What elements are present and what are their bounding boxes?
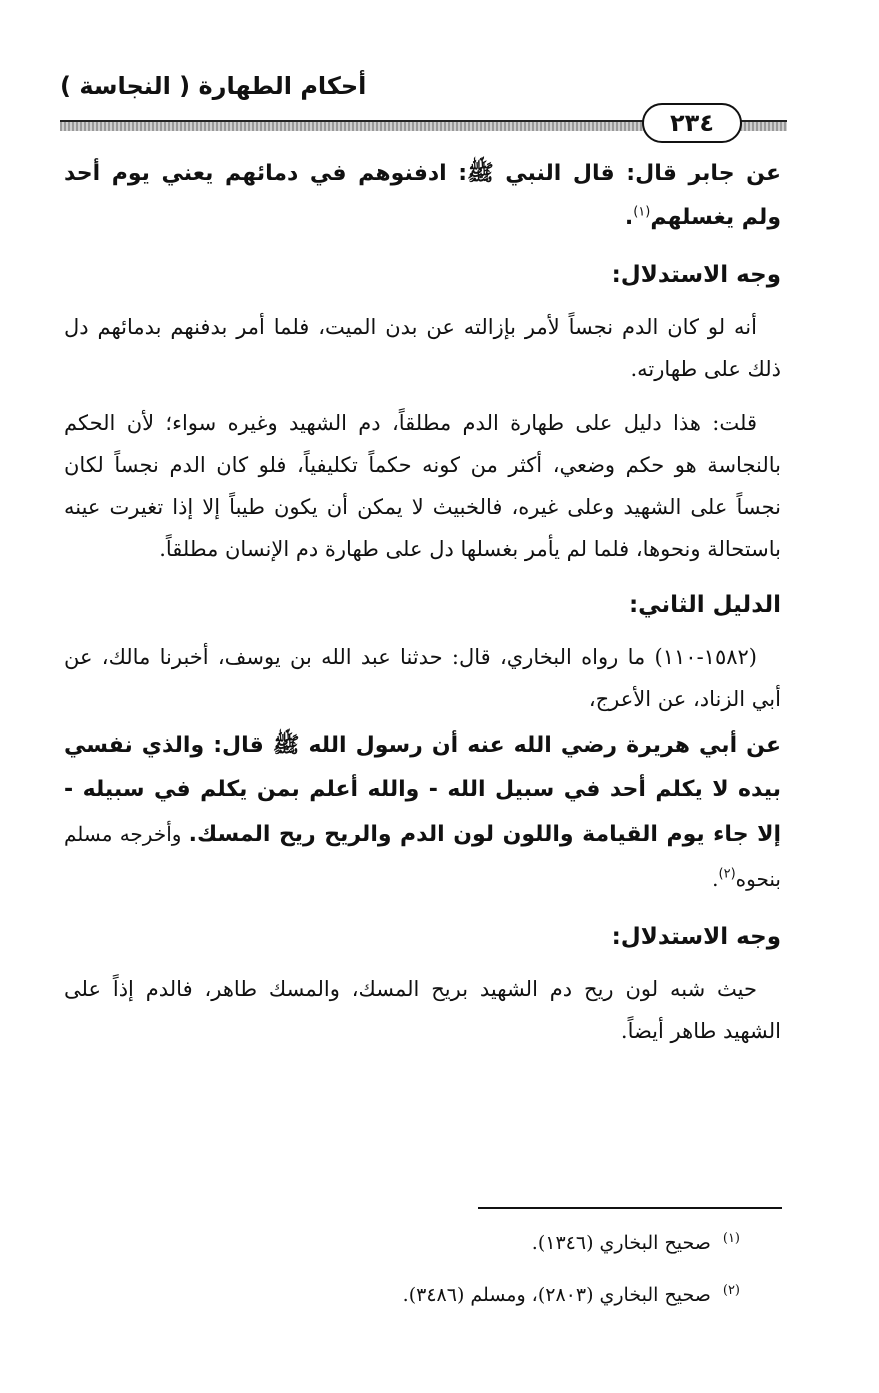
page-header — [60, 72, 787, 142]
footnote-1 — [64, 1228, 740, 1258]
footnote-text-2: صحيح البخاري (٢٨٠٣)، ومسلم (٣٤٨٦). — [402, 1284, 711, 1306]
footnote-marker-1: (١) — [722, 1230, 740, 1246]
commentary-paragraph: قلت: هذا دليل على طهارة الدم مطلقاً، دم الشهيد وغيره سواء؛ لأن الحكم بالنجاسة هو حكم وضعي، أكثر من كونه حكماً تكليفياً، فلو كان الدم نجساً لكان نجساً على الشهيد وعلى غيره، فالخبيث لا يمكن أن يكون طيباً إلا إذا تغيرت عينه باستحالة ونحوها، فلما لم يأمر بغسلها دل على طهارة دم الإنسان مطلقاً. — [64, 411, 781, 561]
footnote-text-1: صحيح البخاري (١٣٤٦). — [531, 1232, 711, 1254]
section-heading-inference-1: وجه الاستدلال: — [611, 262, 781, 288]
section-heading-second-evidence: الدليل الثاني: — [628, 592, 781, 618]
hadith-abu-hurayra-text: عن أبي هريرة رضي الله عنه أن رسول الله ﷺ قال: والذي نفسي بيده لا يكلم أحد في سبيل الله - والله أعلم بمن يكلم في سبيله - إلا جاء يوم القيامة واللون لون الدم والريح ريح المسك. — [64, 733, 781, 847]
main-text — [64, 152, 781, 1064]
hadith-abu-hurayra-takhrij: وأخرجه مسلم بنحوه — [64, 822, 781, 891]
footnote-separator — [478, 1207, 782, 1209]
hadith-jabir-text: عن جابر قال: قال النبي ﷺ: ادفنوهم في دمائهم يعني يوم أحد ولم يغسلهم — [64, 161, 781, 230]
hadith-abu-hurayra-end: . — [712, 867, 719, 891]
inference-paragraph-1: أنه لو كان الدم نجساً لأمر بإزالته عن بدن الميت، فلما أمر بدفنهم بدمائهم دل ذلك على طهارته. — [64, 315, 781, 381]
footnotes — [64, 1228, 740, 1332]
running-title: أحكام الطهارة ( النجاسة ) — [60, 72, 367, 100]
section-heading-inference-2: وجه الاستدلال: — [611, 924, 781, 950]
footnote-ref-2: (٢) — [718, 866, 736, 882]
footnote-marker-2: (٢) — [722, 1282, 740, 1298]
hadith-abu-hurayra — [64, 724, 781, 902]
hadith-jabir — [64, 152, 781, 240]
hadith-jabir-end: . — [624, 205, 634, 230]
inference-paragraph-2: حيث شبه لون ريح دم الشهيد بريح المسك، والمسك طاهر، فالدم إذاً على الشهيد طاهر أيضاً. — [64, 977, 781, 1043]
footnote-2 — [64, 1280, 740, 1310]
isnad-paragraph: (١٥٨٢-١١٠) ما رواه البخاري، قال: حدثنا عبد الله بن يوسف، أخبرنا مالك، عن أبي الزناد، عن الأعرج، — [64, 645, 781, 711]
page-number: ٢٣٤ — [642, 103, 742, 143]
footnote-ref-1: (١) — [633, 204, 651, 220]
